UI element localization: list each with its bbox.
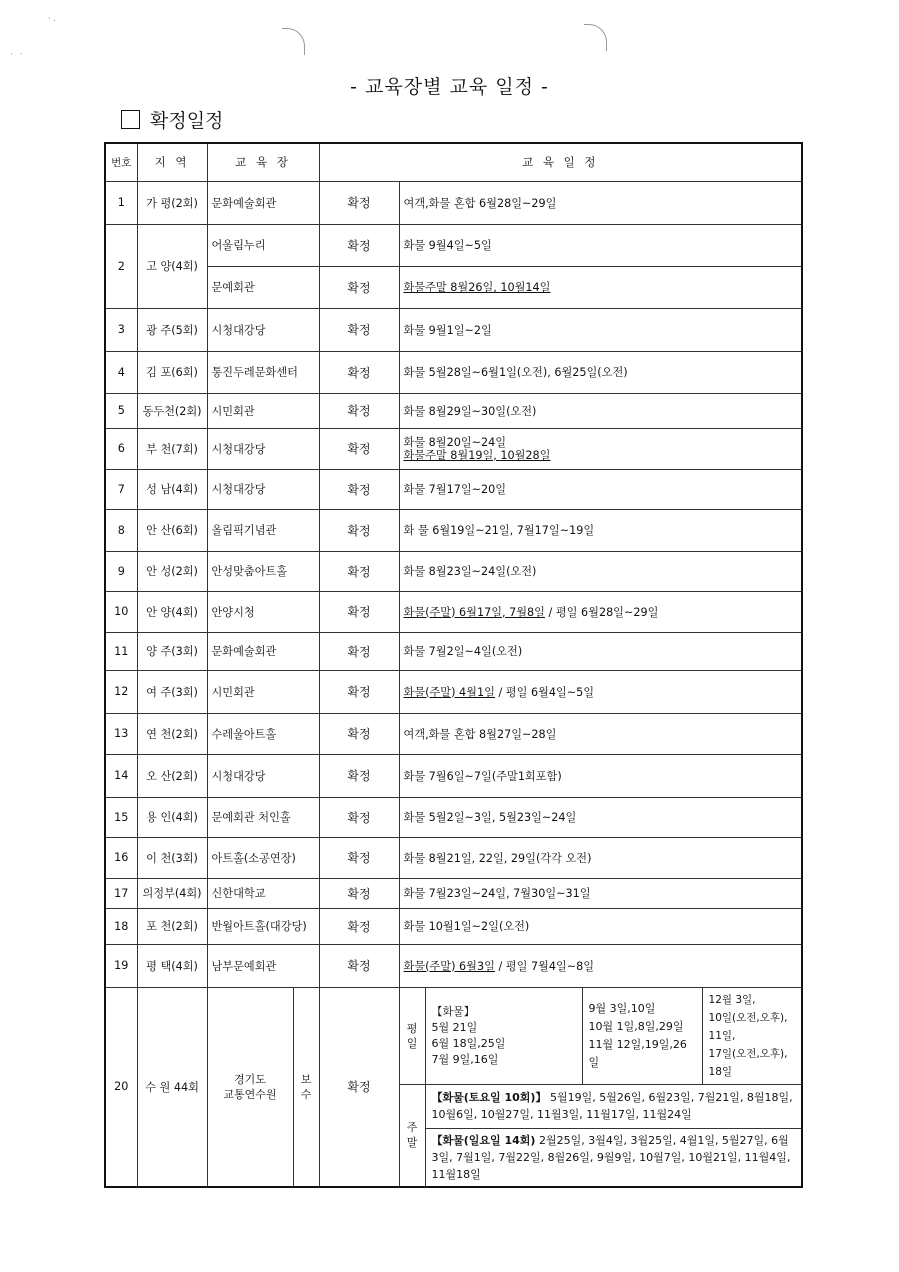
row-region: 동두천(2회): [137, 393, 207, 428]
row-status: 확정: [319, 713, 399, 754]
header-venue: 교 육 장: [207, 143, 319, 181]
row-schedule: 화물주말 8월26일, 10월14일: [399, 266, 802, 308]
header-no: 번호: [105, 143, 137, 181]
row-schedule: [399, 428, 802, 469]
binder-hole-right: [584, 24, 607, 51]
row-no: 15: [105, 797, 137, 837]
row-status: 확정: [319, 266, 399, 308]
header-region: 지 역: [137, 143, 207, 181]
weekday-label: 평 일: [399, 987, 425, 1084]
row-no: 14: [105, 754, 137, 797]
table-row: [105, 393, 802, 428]
sunday-heading: 【화물(일요일 14회): [431, 1133, 536, 1147]
row-status: 확정: [319, 797, 399, 837]
row-schedule-line: 화물주말 8월19일, 10월28일: [403, 448, 551, 462]
saturday-dates: 5월19일, 5월26일, 6월23일, 7월21일, 8월18일, 10월6일, 10월27일, 11월3일, 11월17일, 11월24일: [431, 1091, 793, 1121]
scan-speck: · ·: [10, 50, 25, 60]
checkbox-icon: [121, 110, 140, 129]
sunday-dates: 2월25일, 3월4일, 3월25일, 4월1일, 5월27일, 6월3일, 7월1일, 7월22일, 8월26일, 9월9일, 10월7일, 10월21일, 11월4일, 11월18일: [431, 1133, 791, 1181]
table-row: [105, 181, 802, 224]
row-venue: 올림픽기념관: [207, 509, 319, 551]
row-region: 부 천(7회): [137, 428, 207, 469]
table-row: [105, 224, 802, 266]
table-row: [105, 944, 802, 987]
row-schedule-line: 화물 8월20일~24일: [403, 435, 507, 449]
table-row: [105, 837, 802, 878]
row-schedule: 화물 7월2일~4일(오전): [399, 632, 802, 670]
row-schedule: [399, 670, 802, 713]
row-status: 확정: [319, 908, 399, 944]
row-schedule: 화물 8월23일~24일(오전): [399, 551, 802, 591]
row-no: 5: [105, 393, 137, 428]
row-region: 포 천(2회): [137, 908, 207, 944]
table-row: [105, 632, 802, 670]
row-status: 확정: [319, 428, 399, 469]
row-venue: 어울림누리: [207, 224, 319, 266]
row-no: 9: [105, 551, 137, 591]
row-schedule: 여객,화물 혼합 6월28일~29일: [399, 181, 802, 224]
row-schedule-weekday: / 평일 6월4일~5일: [494, 685, 595, 699]
sunday-schedule: [425, 1128, 802, 1187]
table-row: [105, 754, 802, 797]
row-schedule-weekday: / 평일 7월4일~8일: [494, 959, 595, 973]
row-status: 확정: [319, 351, 399, 393]
row-venue: 경기도 교통연수원: [207, 987, 293, 1187]
row-schedule: 화물 5월28일~6월1일(오전), 6월25일(오전): [399, 351, 802, 393]
binder-hole-left: [282, 28, 305, 55]
header-row: [105, 143, 802, 181]
row-venue: 통진두레문화센터: [207, 351, 319, 393]
row-venue: 아트홀(소공연장): [207, 837, 319, 878]
row-region: 고 양(4회): [137, 224, 207, 308]
table-row: [105, 591, 802, 632]
row-region: 평 택(4회): [137, 944, 207, 987]
row-region: 성 남(4회): [137, 469, 207, 509]
row-venue: 시청대강당: [207, 308, 319, 351]
weekday-dates-col3: 12월 3일, 10일(오전,오후), 11일, 17일(오전,오후), 18일: [702, 987, 802, 1084]
row-no: 3: [105, 308, 137, 351]
row-no: 20: [105, 987, 137, 1187]
table-row: [105, 713, 802, 754]
row-region: 안 양(4회): [137, 591, 207, 632]
row-region: 오 산(2회): [137, 754, 207, 797]
row-schedule: 화물 7월17일~20일: [399, 469, 802, 509]
row-status: 확정: [319, 670, 399, 713]
row-status: 확정: [319, 837, 399, 878]
row-status: 확정: [319, 987, 399, 1187]
row-schedule: 화물 7월23일~24일, 7월30일~31일: [399, 878, 802, 908]
row-schedule-weekday: / 평일 6월28일~29일: [544, 605, 659, 619]
row-schedule: 화물 9월4일~5일: [399, 224, 802, 266]
weekday-dates-col2: 9월 3일,10일 10월 1일,8일,29일 11월 12일,19일,26일: [582, 987, 702, 1084]
row-region: 의정부(4회): [137, 878, 207, 908]
row-venue: 신한대학교: [207, 878, 319, 908]
row-status: 확정: [319, 469, 399, 509]
table-row: [105, 670, 802, 713]
table-row: [105, 428, 802, 469]
row-schedule-weekend: 화물(주말) 6월3일: [403, 959, 495, 973]
row-no: 13: [105, 713, 137, 754]
row-venue: 시청대강당: [207, 754, 319, 797]
row-status: 확정: [319, 632, 399, 670]
row-region: 양 주(3회): [137, 632, 207, 670]
table-row: [105, 509, 802, 551]
row-region: 연 천(2회): [137, 713, 207, 754]
row-venue: 시민회관: [207, 670, 319, 713]
table-row: [105, 797, 802, 837]
row-no: 1: [105, 181, 137, 224]
row-no: 6: [105, 428, 137, 469]
row-status: 확정: [319, 308, 399, 351]
row-schedule: 화물 7월6일~7일(주말1회포함): [399, 754, 802, 797]
row-schedule: 화물 10월1일~2일(오전): [399, 908, 802, 944]
table-row: [105, 308, 802, 351]
row-status: 확정: [319, 878, 399, 908]
row-schedule: 화물 9월1일~2일: [399, 308, 802, 351]
table-row: [105, 351, 802, 393]
row-region: 가 평(2회): [137, 181, 207, 224]
saturday-schedule: [425, 1084, 802, 1128]
row-schedule: 화물 8월29일~30일(오전): [399, 393, 802, 428]
row-status: 확정: [319, 224, 399, 266]
row-status: 확정: [319, 944, 399, 987]
row-sub-label: 보 수: [293, 987, 319, 1187]
row-schedule: [399, 944, 802, 987]
row-venue: 수레울아트홀: [207, 713, 319, 754]
table-row: [105, 551, 802, 591]
row-no: 19: [105, 944, 137, 987]
row-no: 2: [105, 224, 137, 308]
row-status: 확정: [319, 551, 399, 591]
row-venue: 남부문예회관: [207, 944, 319, 987]
table-row: [105, 878, 802, 908]
row-venue: 문예회관 처인홀: [207, 797, 319, 837]
row-schedule-weekend: 화물(주말) 4월1일: [403, 685, 495, 699]
row-status: 확정: [319, 754, 399, 797]
row-no: 18: [105, 908, 137, 944]
row-venue: 안성맞춤아트홀: [207, 551, 319, 591]
row-venue: 문화예술회관: [207, 181, 319, 224]
section-heading: [121, 106, 223, 133]
row-no: 8: [105, 509, 137, 551]
schedule-table: [104, 142, 803, 1188]
row-no: 4: [105, 351, 137, 393]
row-no: 17: [105, 878, 137, 908]
row-region: 여 주(3회): [137, 670, 207, 713]
row-schedule: 화 물 6월19일~21일, 7월17일~19일: [399, 509, 802, 551]
row-region: 용 인(4회): [137, 797, 207, 837]
row-venue: 시민회관: [207, 393, 319, 428]
section-label: 확정일정: [150, 110, 224, 132]
row-schedule-weekend: 화물(주말) 6월17일, 7월8일: [403, 605, 545, 619]
row-region: 수 원 44회: [137, 987, 207, 1187]
row-no: 7: [105, 469, 137, 509]
row-status: 확정: [319, 393, 399, 428]
row-schedule: 화물 5월2일~3일, 5월23일~24일: [399, 797, 802, 837]
page-title: - 교육장별 교육 일정 -: [350, 76, 549, 98]
row-region: 안 산(6회): [137, 509, 207, 551]
table-row: [105, 469, 802, 509]
weekday-dates-col1: 【화물】 5월 21일 6월 18일,25일 7월 9일,16일: [425, 987, 582, 1084]
row-status: 확정: [319, 181, 399, 224]
row-venue: 문예회관: [207, 266, 319, 308]
row-schedule: 여객,화물 혼합 8월27일~28일: [399, 713, 802, 754]
header-schedule: 교 육 일 정: [319, 143, 802, 181]
row-schedule: [399, 591, 802, 632]
row-venue: 문화예술회관: [207, 632, 319, 670]
row-region: 광 주(5회): [137, 308, 207, 351]
row-venue: 시청대강당: [207, 469, 319, 509]
row-venue: 반월아트홀(대강당): [207, 908, 319, 944]
row-region: 안 성(2회): [137, 551, 207, 591]
table-row: [105, 908, 802, 944]
row-venue: 시청대강당: [207, 428, 319, 469]
row-status: 확정: [319, 509, 399, 551]
weekend-label: 주 말: [399, 1084, 425, 1187]
row-no: 10: [105, 591, 137, 632]
saturday-heading: 【화물(토요일 10회)】: [431, 1091, 547, 1104]
row-region: 김 포(6회): [137, 351, 207, 393]
row-venue: 안양시청: [207, 591, 319, 632]
table-row-20: [105, 987, 802, 1084]
row-region: 이 천(3회): [137, 837, 207, 878]
table-row: [105, 266, 802, 308]
row-no: 16: [105, 837, 137, 878]
row-no: 11: [105, 632, 137, 670]
row-status: 확정: [319, 591, 399, 632]
row-schedule: 화물 8월21일, 22일, 29일(각각 오전): [399, 837, 802, 878]
row-no: 12: [105, 670, 137, 713]
scan-speck: ·.: [48, 14, 58, 24]
